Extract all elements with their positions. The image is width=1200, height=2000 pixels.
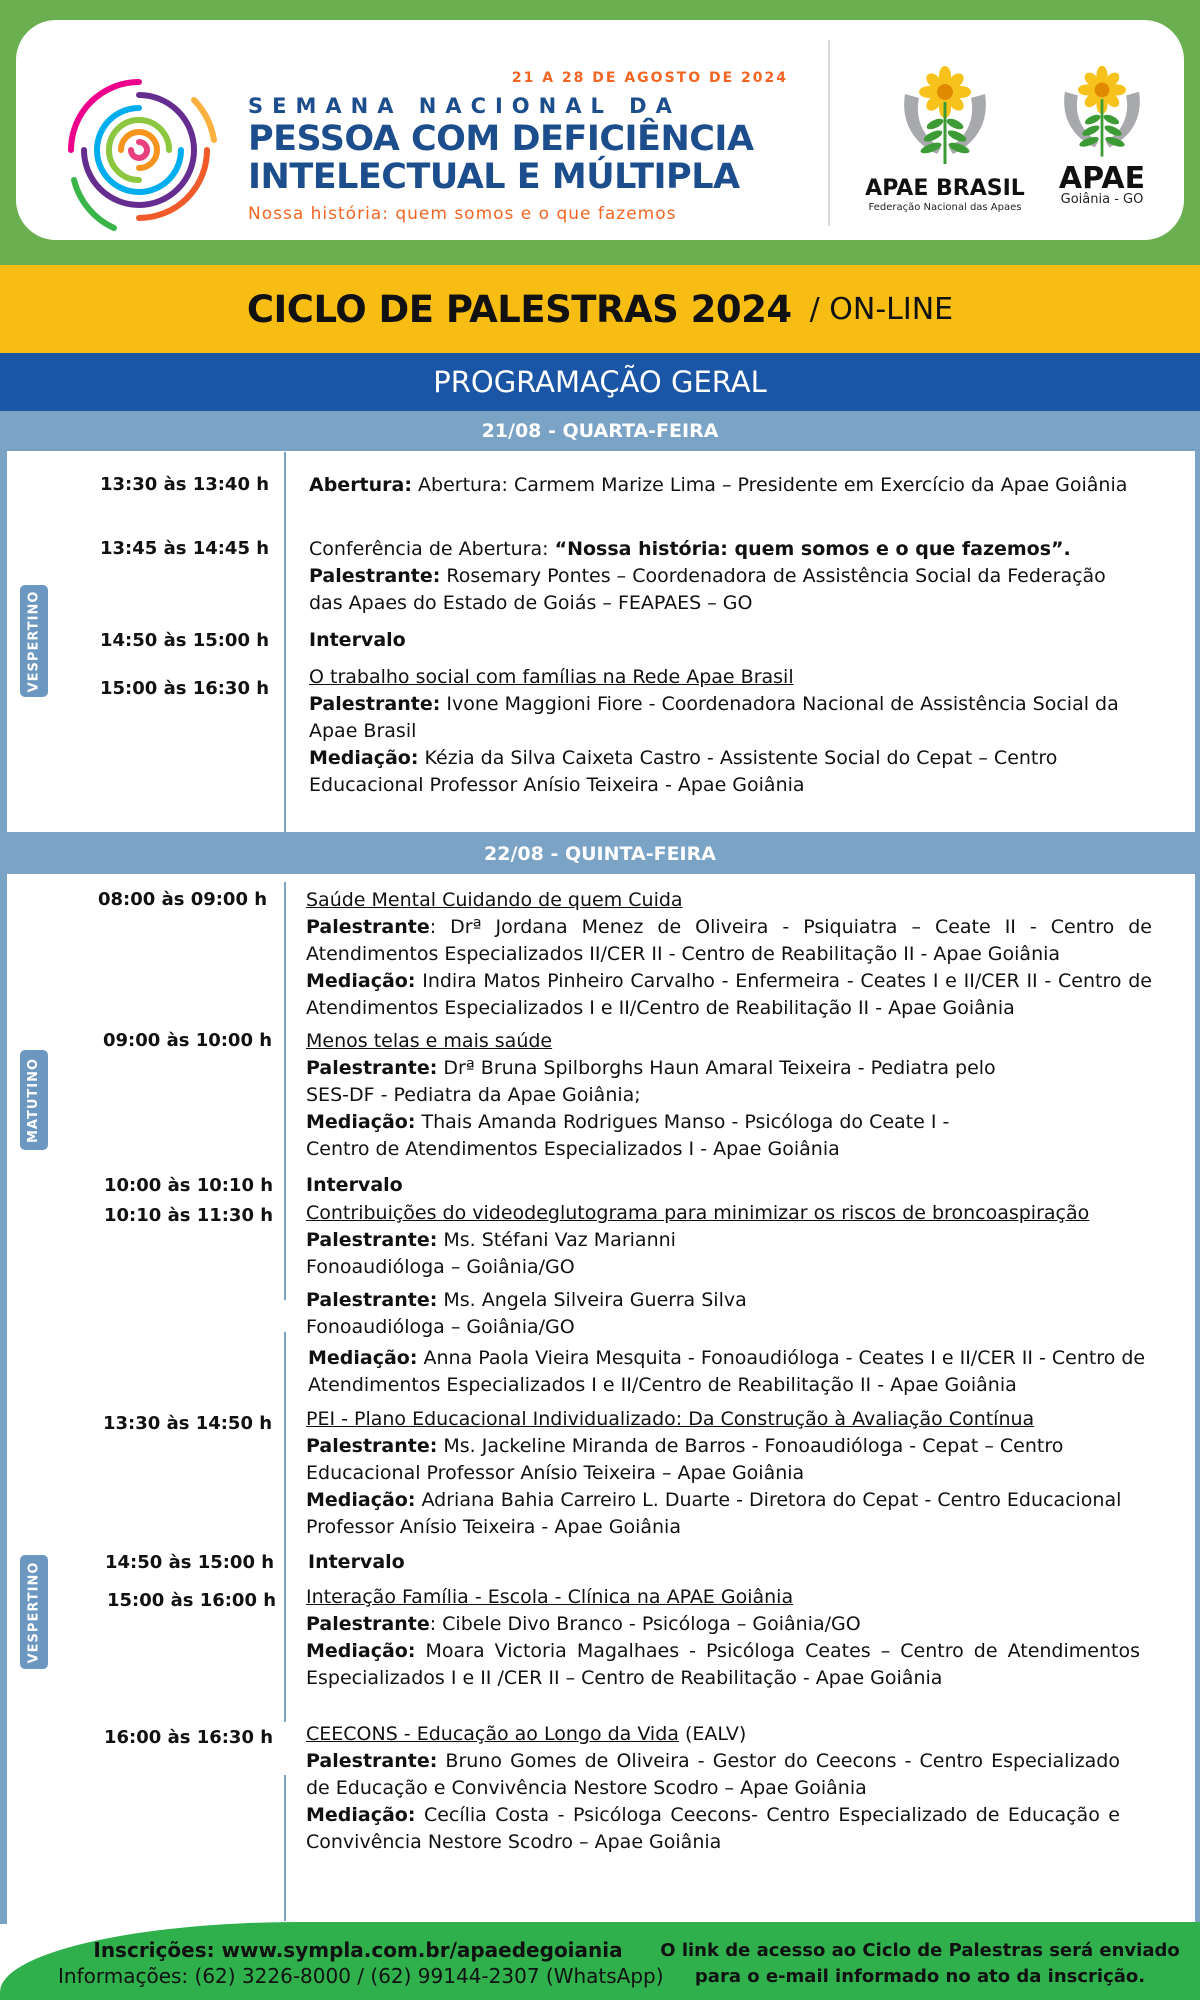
time-slot: 16:00 às 16:30 h xyxy=(104,1727,274,1748)
time-slot: 14:50 às 15:00 h xyxy=(100,630,270,651)
event-dates: 21 A 28 DE AGOSTO DE 2024 xyxy=(511,70,788,86)
time-slot: 13:45 às 14:45 h xyxy=(100,538,270,559)
period-label: VESPERTINO xyxy=(26,590,42,692)
time-slot: 10:00 às 10:10 h xyxy=(104,1175,274,1196)
entry-label: Intervalo xyxy=(306,1174,403,1196)
colorful-spiral-icon xyxy=(54,60,224,240)
programacao-banner xyxy=(0,353,1200,411)
event-subtitle: Nossa história: quem somos e o que fazemos xyxy=(248,204,677,224)
entry-label: Palestrante: xyxy=(306,1435,438,1457)
day2-period-matutino xyxy=(20,1050,48,1150)
apae-goiania-name: APAE xyxy=(1058,161,1146,196)
link-note-line1: O link de acesso ao Ciclo de Palestras será enviado xyxy=(660,1940,1180,1961)
entry-text: Indira Matos Pinheiro Carvalho - Enfermeira - Ceates I e II/CER II - Centro de Atendimentos Especializados I e II/Centro de Reabilitação II - Apae Goiânia xyxy=(306,970,1152,1019)
event-title-line2: PESSOA COM DEFICIÊNCIA xyxy=(248,119,754,159)
entry-text: Bruno Gomes de Oliveira - Gestor do Ceecons - Centro Especializado de Educação e Convivência Nestore Scodro – Apae Goiânia xyxy=(306,1750,1120,1799)
entry-topic: Menos telas e mais saúde xyxy=(306,1030,553,1052)
header-divider xyxy=(828,40,830,226)
entry-label: Intervalo xyxy=(308,1551,405,1573)
day1-period-vespertino xyxy=(20,585,48,697)
event-title-block xyxy=(248,70,788,224)
entry-text: Abertura: Carmem Marize Lima – Presidente em Exercício da Apae Goiânia xyxy=(411,474,1128,496)
schedule-entry xyxy=(308,1549,1154,1576)
schedule-entry xyxy=(306,1721,1120,1856)
schedule-entry xyxy=(306,1172,1152,1199)
footer xyxy=(0,1922,1200,2000)
apae-brasil-logo xyxy=(856,64,1034,213)
entry-text: Ms. Stéfani Vaz Marianni xyxy=(437,1229,676,1251)
entry-label: Palestrante: xyxy=(309,693,441,715)
entry-text: Thais Amanda Rodrigues Manso - Psicóloga do Ceate I - xyxy=(415,1111,950,1133)
apae-brasil-subtitle: Federação Nacional das Apaes xyxy=(868,202,1022,213)
link-note-line2: para o e-mail informado no ato da inscrição. xyxy=(694,1966,1146,1987)
entry-text: Ms. Jackeline Miranda de Barros - Fonoaudióloga - Cepat – Centro Educacional Professor Anísio Teixeira – Apae Goiânia xyxy=(306,1435,1064,1484)
day1-column-divider xyxy=(284,452,286,832)
time-slot: 10:10 às 11:30 h xyxy=(104,1205,274,1226)
entry-topic: “Nossa história: quem somos e o que fazemos”. xyxy=(554,538,1071,560)
entry-text: Conferência de Abertura: xyxy=(309,538,555,560)
entry-topic: O trabalho social com famílias na Rede Apae Brasil xyxy=(309,666,794,688)
event-title-line1: SEMANA NACIONAL DA xyxy=(248,94,681,118)
entry-label: Mediação: xyxy=(306,1489,416,1511)
entry-text: Anna Paola Vieira Mesquita - Fonoaudióloga - Ceates I e II/CER II - Centro de Atendimentos Especializados I e II/Centro de Reabilitação II - Apae Goiânia xyxy=(308,1347,1146,1396)
entry-topic: PEI - Plano Educacional Individualizado: Da Construção à Avaliação Contínua xyxy=(306,1408,1035,1430)
contact-info: Informações: (62) 3226-8000 / (62) 99144-2307 (WhatsApp) xyxy=(58,1964,664,1988)
entry-text: Moara Victoria Magalhaes - Psicóloga Ceates – Centro de Atendimentos Especializados I e II /CER II – Centro de Reabilitação - Apae Goiânia xyxy=(306,1640,1140,1689)
entry-text: Centro de Atendimentos Especializados I - Apae Goiânia xyxy=(306,1138,840,1160)
entry-text: Rosemary Pontes – Coordenadora de Assistência Social da Federação das Apaes do Estado de Goiás – FEAPAES – GO xyxy=(309,565,1106,614)
entry-label: Mediação: xyxy=(308,1347,418,1369)
entry-topic: Contribuições do videodeglutograma para minimizar os riscos de broncoaspiração xyxy=(306,1202,1090,1224)
time-slot: 15:00 às 16:00 h xyxy=(107,1590,277,1611)
schedule-entry xyxy=(309,627,1129,654)
entry-label: Mediação: xyxy=(306,970,416,992)
day2-period-vespertino xyxy=(20,1555,48,1669)
entry-label: Mediação: xyxy=(306,1640,416,1662)
period-label: MATUTINO xyxy=(26,1057,42,1143)
footer-contact xyxy=(58,1938,664,1988)
entry-text: : Drª Jordana Menez de Oliveira - Psiquiatra – Ceate II - Centro de Atendimentos Especializados II/CER II - Centro de Reabilitação II - Apae Goiânia xyxy=(306,916,1152,965)
entry-label: Palestrante: xyxy=(306,1229,438,1251)
day2-header: 22/08 - QUINTA-FEIRA xyxy=(484,843,716,865)
schedule-entry xyxy=(309,664,1129,799)
entry-text: Fonoaudióloga – Goiânia/GO xyxy=(306,1316,575,1338)
time-slot: 08:00 às 09:00 h xyxy=(98,889,268,910)
schedule-entry xyxy=(306,1200,1176,1399)
entry-text: SES-DF - Pediatra da Apae Goiânia; xyxy=(306,1084,641,1106)
sunflower-hands-icon xyxy=(897,64,993,172)
schedule-entry xyxy=(306,1028,1152,1163)
entry-label: Intervalo xyxy=(309,629,406,651)
entry-label: Palestrante: xyxy=(306,1750,438,1772)
ciclo-title: CICLO DE PALESTRAS 2024 xyxy=(246,287,792,331)
schedule-entry xyxy=(309,472,1129,499)
day1-header: 21/08 - QUARTA-FEIRA xyxy=(481,420,719,442)
entry-label: Mediação: xyxy=(306,1111,416,1133)
day2-column-divider xyxy=(284,882,286,1300)
period-label: VESPERTINO xyxy=(26,1561,42,1663)
entry-label: Palestrante: xyxy=(309,565,441,587)
registration-link[interactable]: Inscrições: www.sympla.com.br/apaedegoiania xyxy=(93,1938,623,1962)
apae-goiania-subtitle: Goiânia - GO xyxy=(1060,192,1144,207)
entry-text: Ms. Angela Silveira Guerra Silva xyxy=(437,1289,747,1311)
day2-column-divider xyxy=(284,1332,286,1722)
time-slot: 13:30 às 13:40 h xyxy=(100,474,270,495)
entry-topic: Interação Família - Escola - Clínica na APAE Goiânia xyxy=(306,1586,794,1608)
time-slot: 13:30 às 14:50 h xyxy=(103,1413,273,1434)
entry-label: Mediação: xyxy=(306,1804,416,1826)
entry-text: Cecília Costa - Psicóloga Ceecons- Centro Especializado de Educação e Convivência Nestore Scodro – Apae Goiânia xyxy=(306,1804,1120,1853)
entry-text: Ivone Maggioni Fiore - Coordenadora Nacional de Assistência Social da Apae Brasil xyxy=(309,693,1119,742)
schedule-entry xyxy=(306,1584,1140,1692)
schedule-entry xyxy=(306,1406,1152,1541)
entry-topic: Saúde Mental Cuidando de quem Cuida xyxy=(306,889,683,911)
entry-topic: CEECONS - Educação ao Longo da Vida xyxy=(306,1723,679,1745)
event-title-line3: INTELECTUAL E MÚLTIPLA xyxy=(248,157,740,197)
sunflower-hands-icon xyxy=(1054,64,1150,164)
entry-label: Palestrante xyxy=(306,1613,430,1635)
day2-column-divider xyxy=(284,1775,286,1921)
entry-label: Palestrante xyxy=(306,916,430,938)
entry-label: Palestrante: xyxy=(306,1057,438,1079)
programacao-title: PROGRAMAÇÃO GERAL xyxy=(433,365,767,399)
time-slot: 15:00 às 16:30 h xyxy=(100,678,270,699)
footer-link-note xyxy=(660,1938,1180,1990)
ciclo-banner xyxy=(0,265,1200,353)
ciclo-mode: / ON-LINE xyxy=(809,291,954,327)
time-slot: 14:50 às 15:00 h xyxy=(105,1552,275,1573)
entry-label: Abertura: xyxy=(309,474,412,496)
apae-goiania-logo xyxy=(1046,64,1158,207)
schedule-entry xyxy=(309,536,1129,617)
entry-text: Kézia da Silva Caixeta Castro - Assistente Social do Cepat – Centro Educacional Professor Anísio Teixeira - Apae Goiânia xyxy=(309,747,1058,796)
schedule-entry xyxy=(306,887,1152,1022)
entry-label: Palestrante: xyxy=(306,1289,438,1311)
entry-text: Adriana Bahia Carreiro L. Duarte - Diretora do Cepat - Centro Educacional Professor Anísio Teixeira - Apae Goiânia xyxy=(306,1489,1122,1538)
header-card xyxy=(16,20,1184,240)
entry-label: Mediação: xyxy=(309,747,419,769)
entry-text: : Cibele Divo Branco - Psicóloga – Goiânia/GO xyxy=(429,1613,861,1635)
apae-brasil-name: APAE BRASIL xyxy=(865,176,1025,201)
entry-text: Fonoaudióloga – Goiânia/GO xyxy=(306,1256,575,1278)
entry-text: Drª Bruna Spilborghs Haun Amaral Teixeira - Pediatra pelo xyxy=(437,1057,996,1079)
entry-topic-suffix: (EALV) xyxy=(678,1723,747,1745)
time-slot: 09:00 às 10:00 h xyxy=(103,1030,273,1051)
